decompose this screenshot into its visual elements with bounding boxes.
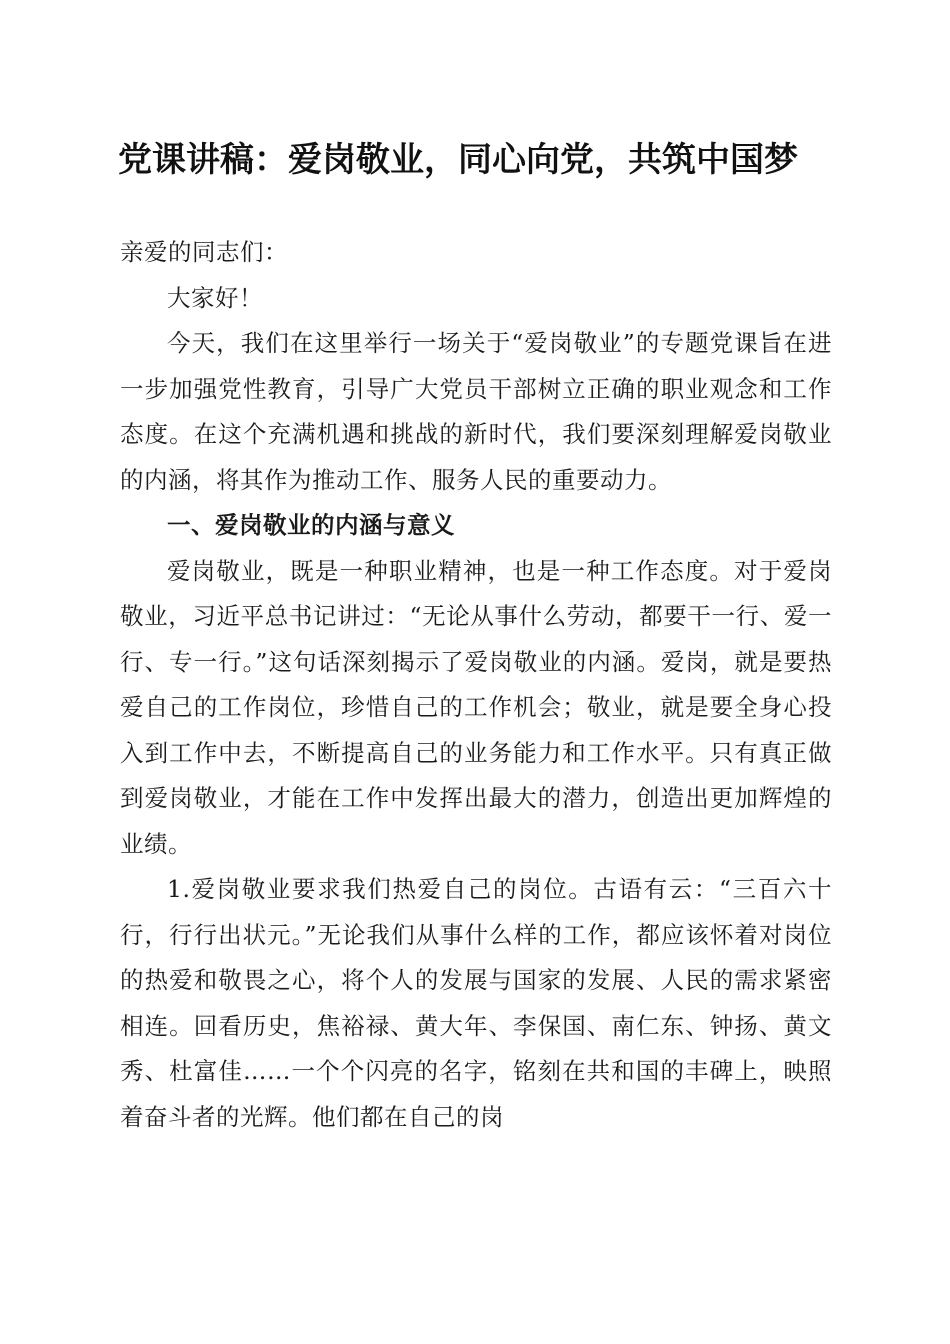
point-1-paragraph: 1.爱岗敬业要求我们热爱自己的岗位。古语有云：“三百六十行，行行出状元。”无论我们从事什么样的工作，都应该怀着对岗位的热爱和敬畏之心，将个人的发展与国家的发展、人民的需求紧密相连。回看历史，焦裕禄、黄大年、李保国、南仁东、钟扬、黄文秀、杜富佳……一个个闪亮的名字，铭刻在共和国的丰碑上，映照着奋斗者的光辉。他们都在自己的岗: [120, 875, 832, 1131]
section-heading-1: 一、爱岗敬业的内涵与意义: [167, 511, 455, 539]
document-body: [120, 230, 832, 1140]
salutation: 亲爱的同志们：: [120, 238, 288, 266]
document-title: 党课讲稿：爱岗敬业，同心向党，共筑中国梦: [118, 140, 798, 180]
intro-paragraph: 今天，我们在这里举行一场关于“爱岗敬业”的专题党课旨在进一步加强党性教育，引导广大党员干部树立正确的职业观念和工作态度。在这个充满机遇和挑战的新时代，我们要深刻理解爱岗敬业的内涵，将其作为推动工作、服务人民的重要动力。: [120, 329, 832, 494]
greeting: 大家好！: [167, 283, 263, 312]
section-1-paragraph: 爱岗敬业，既是一种职业精神，也是一种工作态度。对于爱岗敬业，习近平总书记讲过：“无论从事什么劳动，都要干一行、爱一行、专一行。”这句话深刻揭示了爱岗敬业的内涵。爱岗，就是要热爱自己的工作岗位，珍惜自己的工作机会；敬业，就是要全身心投入到工作中去，不断提高自己的业务能力和工作水平。只有真正做到爱岗敬业，才能在工作中发挥出最大的潜力，创造出更加辉煌的业绩。: [120, 556, 832, 858]
